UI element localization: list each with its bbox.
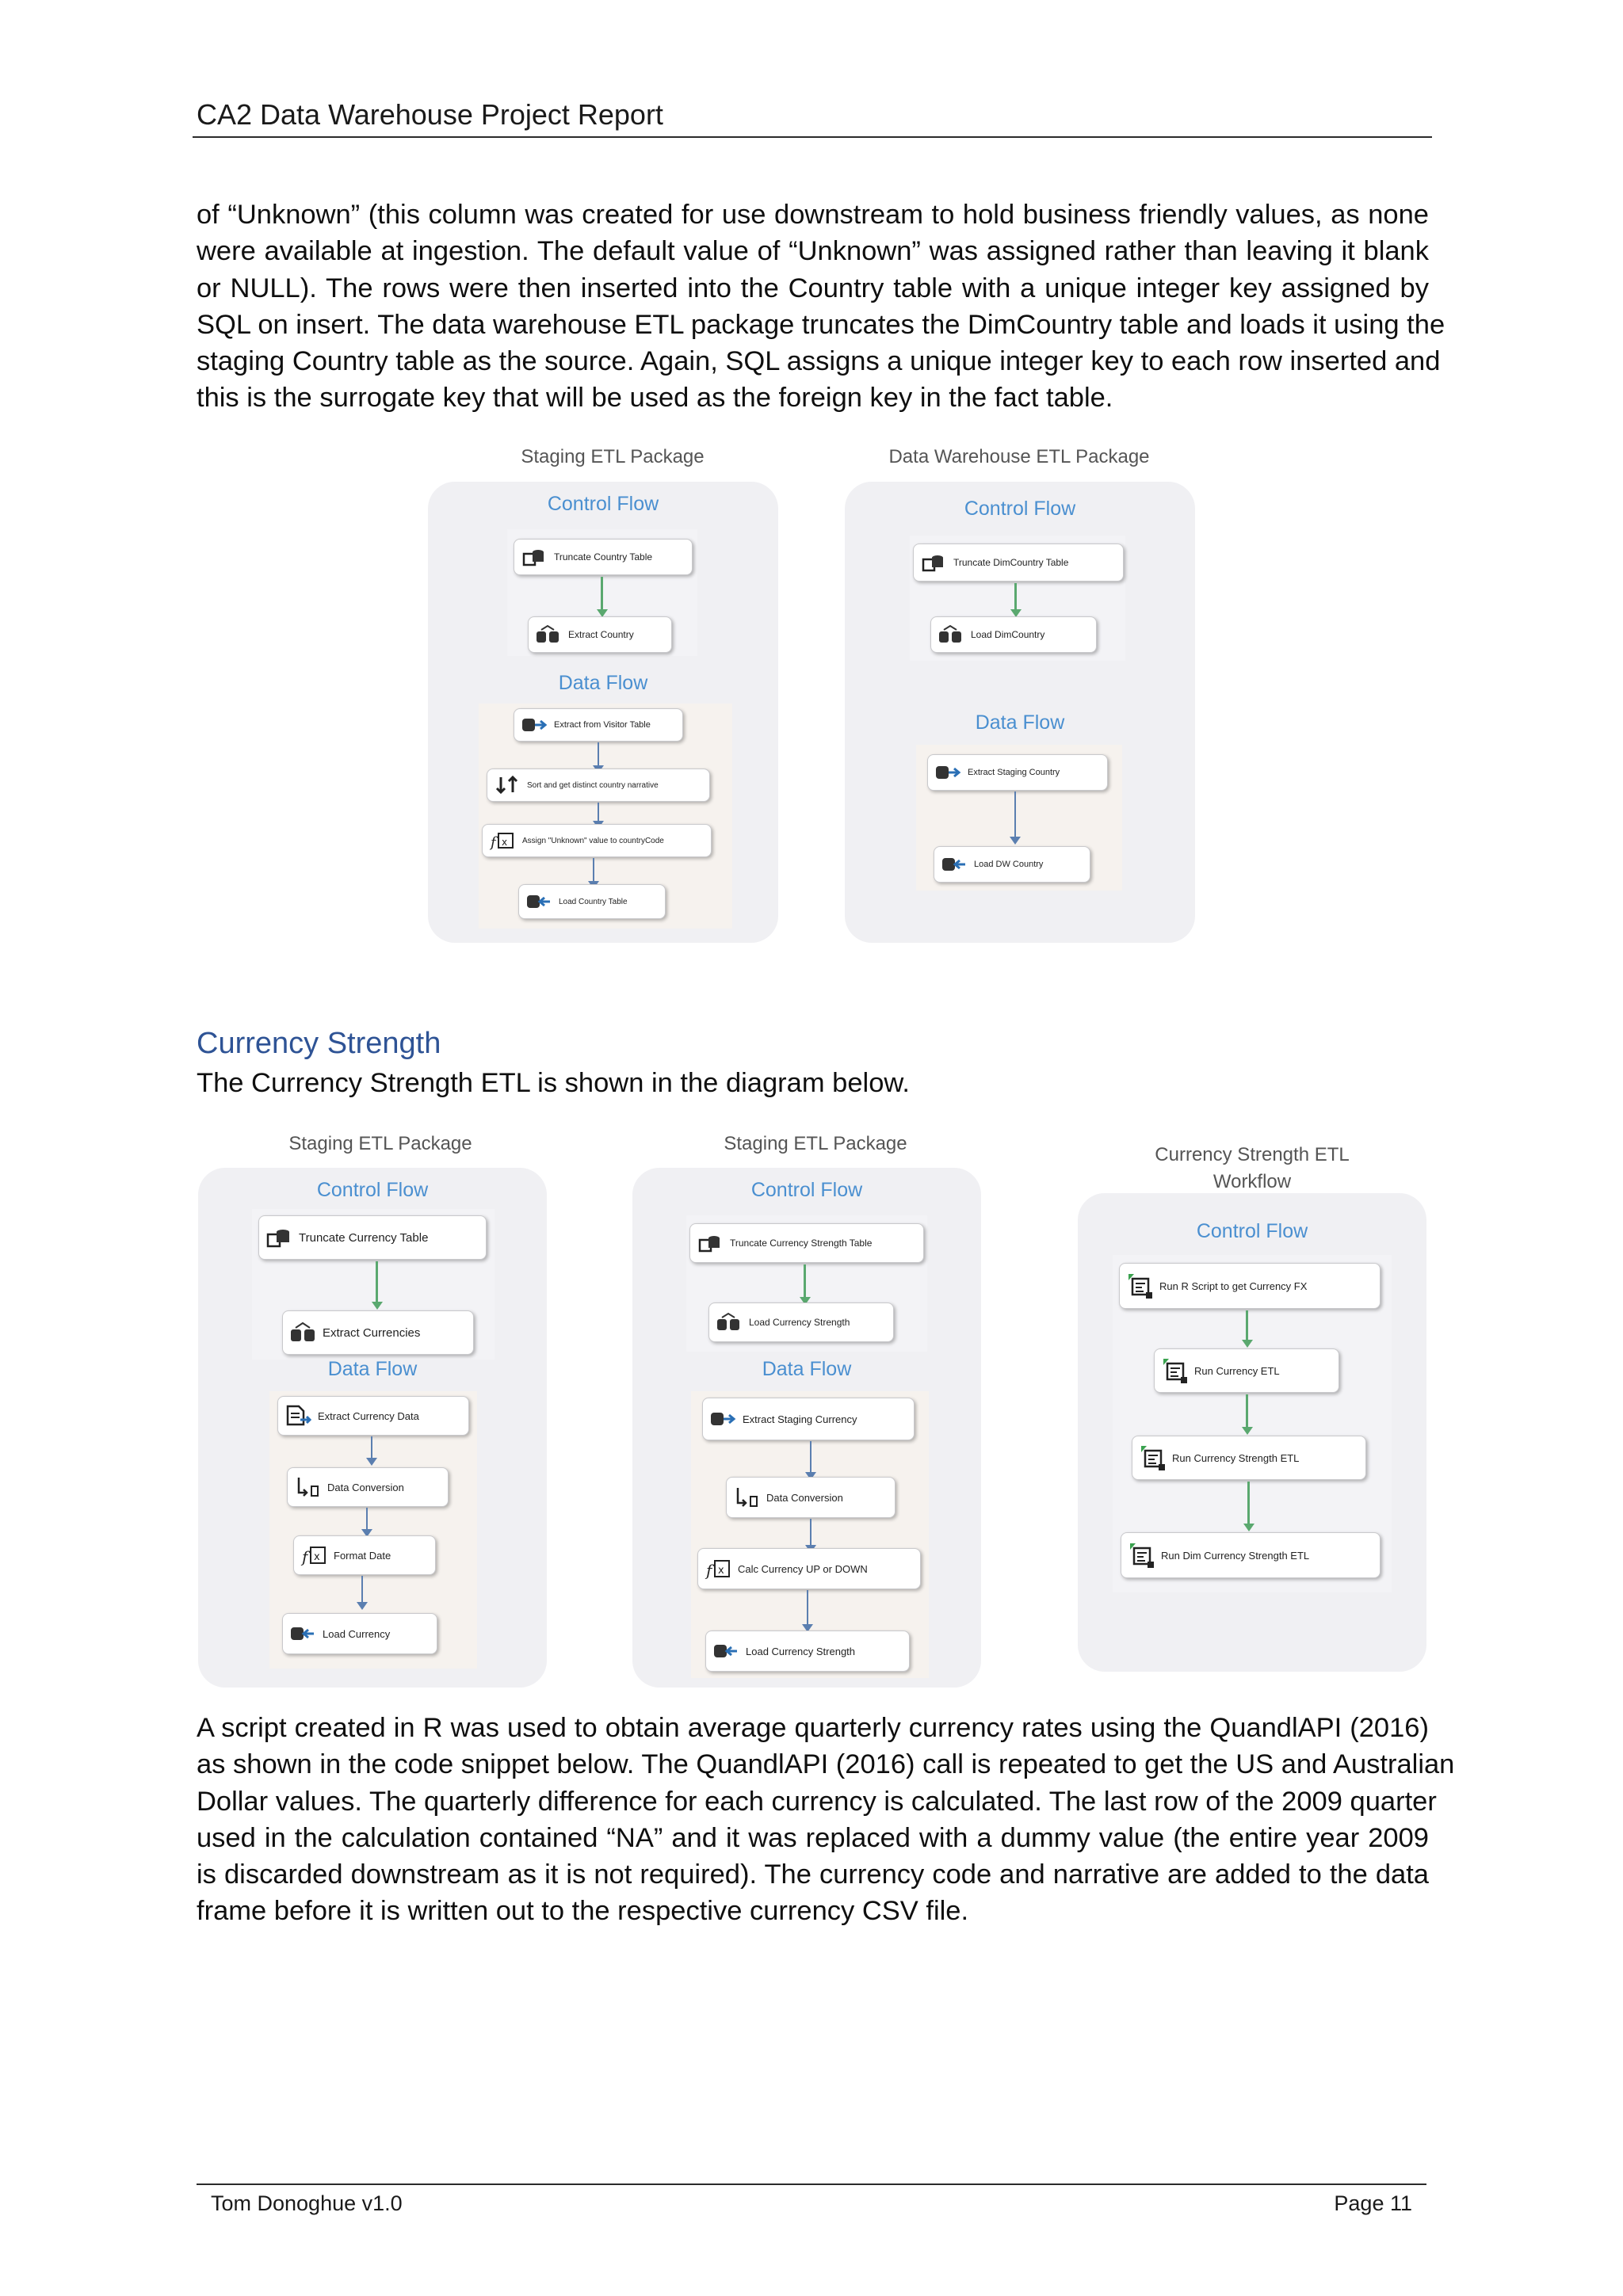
task-label: Extract from Visitor Table: [554, 720, 651, 730]
task-extract-currencies: [282, 1310, 474, 1355]
destination-icon: [289, 1623, 316, 1645]
database-task-icon: [521, 546, 548, 568]
source-icon: [521, 714, 548, 736]
package-title: Staging ETL Package: [521, 446, 705, 467]
paragraph-line: staging Country table as the source. Again, SQL assigns a unique integer key to each row inserted and: [197, 346, 1441, 377]
data-path-arrow: [1014, 791, 1016, 837]
control-flow-label: Control Flow: [964, 498, 1076, 520]
data-flow-task-icon: [535, 624, 562, 646]
paragraph-country: [197, 196, 1445, 417]
svg-text:f: f: [491, 834, 496, 851]
svg-text:x: x: [314, 1551, 320, 1563]
task-label: Load Country Table: [559, 897, 628, 906]
data-flow-label: Data Flow: [327, 1358, 418, 1380]
task-label: Format Date: [334, 1549, 391, 1562]
task-label: Truncate Currency Table: [299, 1230, 429, 1245]
svg-text:x: x: [502, 837, 508, 848]
task-truncate-country: [514, 539, 693, 575]
data-path-arrow: [598, 803, 599, 822]
control-flow-label: Control Flow: [750, 1179, 863, 1201]
footer-author: Tom Donoghue v1.0: [211, 2191, 403, 2215]
control-flow-label: Control Flow: [316, 1179, 429, 1201]
task-label: Truncate Currency Strength Table: [730, 1238, 873, 1249]
task-format-date: [293, 1535, 436, 1575]
task-label: Run Dim Currency Strength ETL: [1161, 1549, 1310, 1562]
task-label: Load Currency Strength: [746, 1645, 856, 1657]
task-run-currency-strength-etl: [1132, 1436, 1366, 1480]
task-data-conversion: [287, 1467, 449, 1507]
data-path-arrow: [366, 1508, 368, 1530]
database-task-icon: [265, 1226, 292, 1249]
task-label: Truncate Country Table: [554, 551, 653, 563]
source-icon: [934, 761, 961, 784]
task-extract-staging-currency: [702, 1398, 915, 1440]
paragraph-line: of “Unknown” (this column was created for use downstream to hold business friendly values, as none: [197, 200, 1429, 230]
section-intro: The Currency Strength ETL is shown in the diagram below.: [197, 1068, 910, 1098]
task-sort-distinct: [487, 769, 710, 802]
derived-column-icon: [705, 1558, 731, 1580]
data-flow-label: Data Flow: [975, 711, 1065, 734]
source-icon: [709, 1408, 736, 1430]
task-truncate-dimcountry: [913, 543, 1124, 582]
header-rule: [193, 136, 1432, 138]
task-label: Extract Staging Currency: [743, 1413, 857, 1425]
task-extract-staging-country: [927, 754, 1108, 791]
data-flow-label: Data Flow: [558, 672, 648, 694]
svg-text:f: f: [302, 1547, 308, 1566]
task-extract-currency-data: [277, 1396, 469, 1436]
execute-package-icon: [1126, 1275, 1153, 1297]
data-path-arrow: [810, 1441, 812, 1473]
data-flow-label: Data Flow: [762, 1358, 852, 1380]
data-conversion-icon: [294, 1476, 321, 1498]
task-load-currency-strength: [708, 1302, 894, 1342]
task-label: Run Currency ETL: [1194, 1364, 1280, 1377]
section-heading: Currency Strength: [197, 1027, 441, 1060]
svg-text:x: x: [718, 1565, 724, 1577]
task-run-r-script: [1119, 1263, 1381, 1309]
task-label: Load DW Country: [974, 860, 1044, 869]
task-load-dw-country: [934, 846, 1090, 883]
task-label: Load Currency Strength: [749, 1317, 850, 1328]
paragraph-line: A script created in R was used to obtain average quarterly currency rates using the QuandlAPI (2016): [197, 1713, 1429, 1743]
task-label: Sort and get distinct country narrative: [527, 780, 659, 790]
control-flow-label: Control Flow: [1196, 1220, 1308, 1242]
task-run-currency-etl: [1154, 1348, 1339, 1393]
task-extract-country: [528, 616, 672, 653]
derived-column-icon: [489, 830, 516, 852]
task-label: Calc Currency UP or DOWN: [738, 1562, 868, 1575]
derived-column-icon: [300, 1544, 327, 1566]
paragraph-line: used in the calculation contained “NA” and it was replaced with a dummy value (the entire year 2009: [197, 1822, 1429, 1853]
data-path-arrow: [598, 742, 599, 766]
data-path-arrow: [593, 858, 594, 882]
svg-text:f: f: [706, 1561, 712, 1580]
paragraph-line: as shown in the code snippet below. The QuandlAPI (2016) call is repeated to get the US and Australian: [197, 1749, 1455, 1780]
paragraph-line: or NULL). The rows were then inserted into the Country table with a unique integer key assigned by: [197, 273, 1429, 303]
database-task-icon: [920, 551, 947, 574]
execute-package-icon: [1161, 1360, 1188, 1382]
task-label: Load DimCountry: [971, 629, 1045, 640]
destination-icon: [712, 1640, 739, 1662]
precedence-arrow: [1014, 583, 1017, 610]
task-label: Extract Currencies: [323, 1325, 421, 1340]
task-extract-visitor: [514, 708, 683, 742]
data-path-arrow: [807, 1590, 808, 1625]
task-label: Assign "Unknown" value to countryCode: [522, 836, 664, 845]
precedence-arrow: [1247, 1482, 1250, 1524]
precedence-arrow: [376, 1261, 378, 1302]
task-data-conversion-b: [726, 1477, 896, 1518]
precedence-arrow: [804, 1264, 806, 1298]
data-flow-task-icon: [938, 624, 964, 646]
paragraph-line: frame before it is written out to the respective currency CSV file.: [197, 1896, 969, 1927]
paragraph-line: is discarded downstream as it is not required). The currency code and narrative are added to the data: [197, 1859, 1429, 1890]
data-conversion-icon: [733, 1486, 760, 1508]
task-label: Extract Country: [568, 629, 634, 640]
precedence-arrow: [1246, 1310, 1248, 1341]
report-header-title: CA2 Data Warehouse Project Report: [197, 98, 663, 131]
task-truncate-currency-strength: [689, 1223, 924, 1263]
database-task-icon: [697, 1232, 724, 1254]
footer-page-number: Page 11: [1334, 2191, 1412, 2215]
control-flow-label: Control Flow: [547, 493, 659, 515]
paragraph-line: Dollar values. The quarterly difference for each currency is calculated. The last row of the 2009 quarter: [197, 1786, 1437, 1817]
destination-icon: [525, 891, 552, 913]
paragraph-line: SQL on insert. The data warehouse ETL package truncates the DimCountry table and loads it using the: [197, 309, 1445, 340]
package-title: Data Warehouse ETL Package: [888, 446, 1150, 467]
paragraph-currency-script: [197, 1710, 1455, 1930]
destination-icon: [941, 853, 968, 875]
task-load-currency-strength-b: [705, 1630, 910, 1672]
precedence-arrow: [601, 577, 603, 610]
task-label: Load Currency: [323, 1627, 391, 1640]
package-title: Staging ETL Package: [288, 1133, 472, 1154]
execute-package-icon: [1139, 1447, 1166, 1469]
task-load-country: [518, 884, 666, 919]
data-flow-task-icon: [716, 1311, 743, 1333]
workflow-title-line1: Currency Strength ETL: [1155, 1144, 1350, 1165]
task-label: Data Conversion: [327, 1481, 404, 1493]
footer-rule: [197, 2183, 1426, 2185]
flat-file-source-icon: [285, 1405, 311, 1427]
task-assign-unknown: [482, 824, 712, 857]
data-path-arrow: [361, 1576, 363, 1603]
task-label: Extract Staging Country: [968, 768, 1060, 777]
precedence-arrow: [1246, 1394, 1248, 1428]
paragraph-line: were available at ingestion. The default value of “Unknown” was assigned rather than leaving it blank: [197, 236, 1429, 267]
task-truncate-currency: [258, 1215, 487, 1260]
package-title: Staging ETL Package: [724, 1133, 907, 1154]
task-label: Run Currency Strength ETL: [1172, 1451, 1300, 1464]
task-load-dimcountry: [930, 616, 1097, 653]
task-label: Truncate DimCountry Table: [953, 557, 1069, 568]
workflow-title-line2: Workflow: [1212, 1171, 1292, 1192]
task-load-currency: [282, 1613, 437, 1654]
data-path-arrow: [810, 1519, 812, 1546]
data-flow-task-icon: [289, 1322, 316, 1344]
task-label: Data Conversion: [766, 1491, 843, 1504]
task-label: Run R Script to get Currency FX: [1159, 1280, 1308, 1292]
task-calc-currency: [697, 1548, 921, 1589]
execute-package-icon: [1128, 1544, 1155, 1566]
data-path-arrow: [371, 1436, 372, 1459]
sort-icon: [494, 774, 521, 796]
task-label: Extract Currency Data: [318, 1409, 419, 1422]
paragraph-line: this is the surrogate key that will be used as the foreign key in the fact table.: [197, 383, 1113, 414]
task-run-dim-currency-strength-etl: [1121, 1532, 1381, 1578]
